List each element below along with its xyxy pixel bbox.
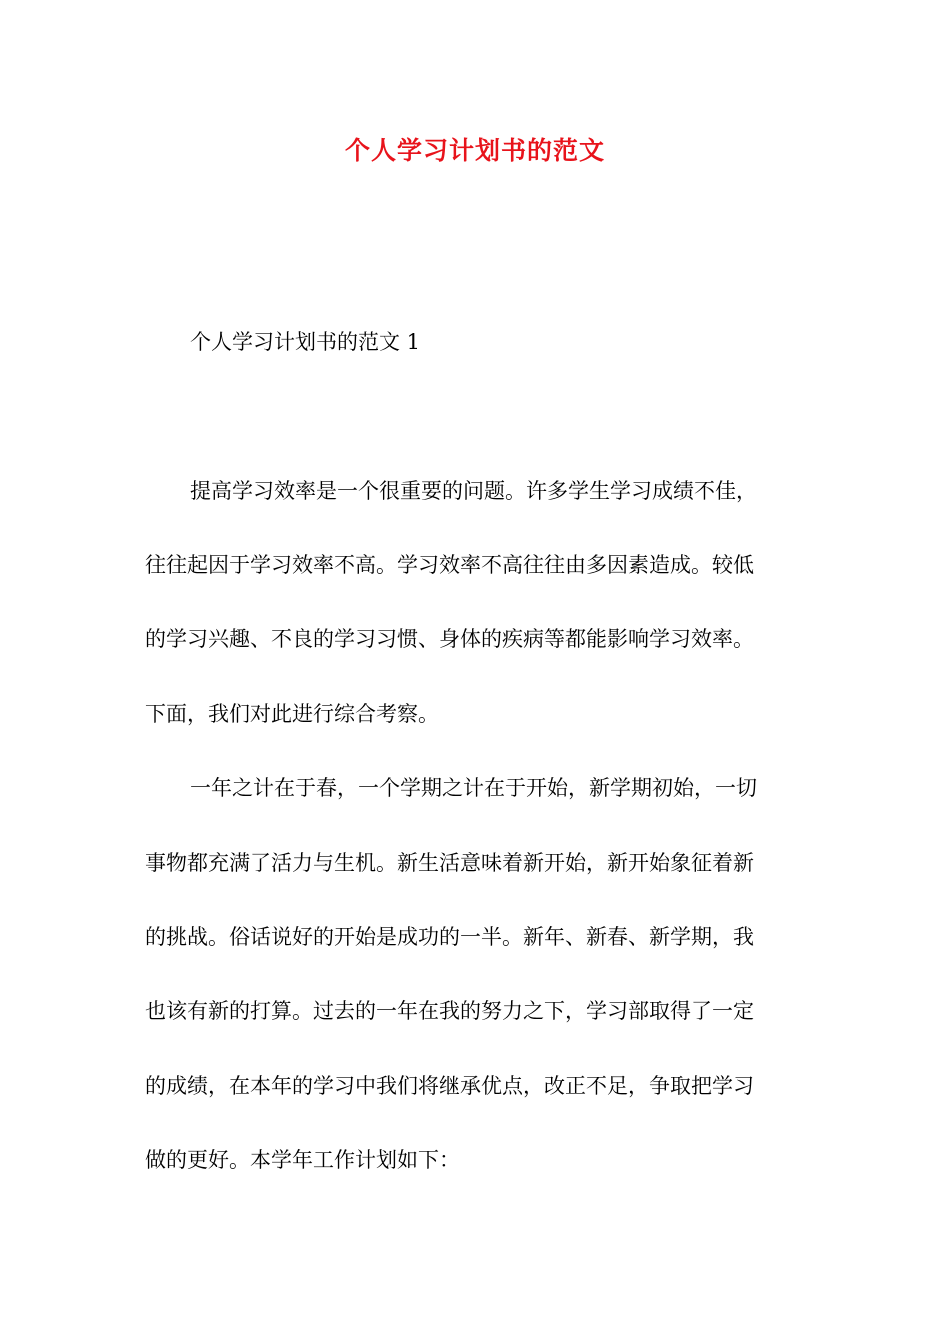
paragraph-1-line-3: 的学习兴趣、不良的学习习惯、身体的疾病等都能影响学习效率。 <box>145 627 754 651</box>
paragraph-2-line-2: 事物都充满了活力与生机。新生活意味着新开始，新开始象征着新 <box>145 851 754 875</box>
document-title: 个人学习计划书的范文 <box>344 136 605 165</box>
paragraph-2-line-5: 的成绩，在本年的学习中我们将继承优点，改正不足，争取把学习 <box>145 1074 754 1098</box>
paragraph-2-line-6: 做的更好。本学年工作计划如下： <box>145 1148 460 1172</box>
section-heading: 个人学习计划书的范文 1 <box>190 330 421 354</box>
paragraph-1-line-2: 往往起因于学习效率不高。学习效率不高往往由多因素造成。较低 <box>145 553 754 577</box>
paragraph-1-line-1: 提高学习效率是一个很重要的问题。许多学生学习成绩不佳， <box>190 479 757 503</box>
paragraph-2-line-3: 的挑战。俗话说好的开始是成功的一半。新年、新春、新学期，我 <box>145 925 754 949</box>
paragraph-1-line-4: 下面，我们对此进行综合考察。 <box>145 702 439 726</box>
paragraph-2-line-4: 也该有新的打算。过去的一年在我的努力之下，学习部取得了一定 <box>145 999 754 1023</box>
paragraph-2-line-1: 一年之计在于春，一个学期之计在于开始，新学期初始，一切 <box>190 776 757 800</box>
